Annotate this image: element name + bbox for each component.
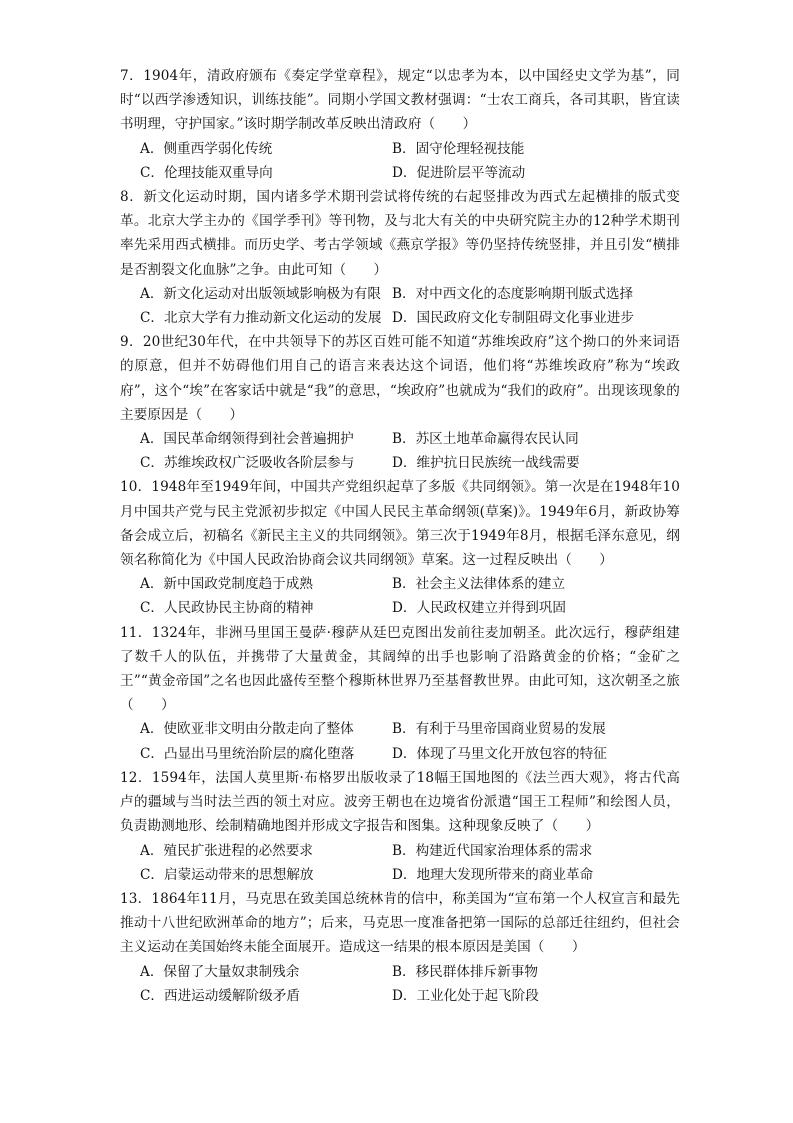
option-grid (120, 137, 680, 185)
question-stem: 10．1948年至1949年间，中国共产党组织起草了多版《共同纲领》。第一次是在1948年10月中国共产党与民主党派初步拟定《中国人民民主革命纲领(草案)》。1949年6月，新政协筹备会成立后，初稿名《新民主主义的共同纲领》。第三次于1949年8月，根据毛泽东意见，纲领名称简化为《中国人民政治协商会议共同纲领》草案。这一过程反映出（ ） (120, 479, 680, 569)
option-d: D．工业化处于起飞阶段 (392, 987, 539, 1004)
option-b: B．社会主义法律体系的建立 (392, 576, 566, 593)
option-grid (120, 572, 680, 620)
question-stem: 12．1594年，法国人莫里斯·布格罗出版收录了18幅王国地图的《法兰西大观》，将古代高卢的疆域与当时法兰西的领土对应。波旁王朝也在边境省份派遣“国王工程师”和绘图人员，负责勘测地形、绘制精确地图并形成文字报告和图集。这种现象反映了（ ） (120, 769, 680, 835)
question-11 (120, 621, 680, 766)
question-10 (120, 475, 680, 620)
question-list (120, 64, 680, 1008)
option-grid (120, 839, 680, 887)
option-a: A．使欧亚非文明由分散走向了整体 (140, 721, 354, 738)
question-stem: 7．1904年，清政府颁布《奏定学堂章程》，规定“以忠孝为本，以中国经史文学为基”，同时“以西学渗透知识，训练技能”。同期小学国文教材强调：“士农工商兵，各司其职，皆宜读书明理，守护国家。”该时期学制改革反映出清政府（ ） (120, 68, 680, 133)
option-grid (120, 282, 680, 330)
question-9 (120, 330, 680, 475)
option-a: A．保留了大量奴隶制残余 (140, 963, 300, 980)
question-8 (120, 185, 680, 330)
option-a: A．国民革命纲领得到社会普遍拥护 (140, 431, 354, 448)
option-b: B．苏区土地革命赢得农民认同 (392, 431, 579, 448)
question-stem: 8．新文化运动时期，国内诸多学术期刊尝试将传统的右起竖排改为西式左起横排的版式变革。北京大学主办的《国学季刊》等刊物，及与北大有关的中央研究院主办的12种学术期刊率先采用西式横排。而历史学、考古学领域《燕京学报》等仍坚持传统竖排，并且引发“横排是否割裂文化血脉”之争。由此可知（ ） (120, 189, 680, 278)
question-12 (120, 766, 680, 887)
option-a: A．新文化运动对出版领域影响极为有限 (140, 285, 381, 302)
question-stem: 11．1324年，非洲马里国王曼萨·穆萨从廷巴克图出发前往麦加朝圣。此次远行，穆萨组建了数千人的队伍，并携带了大量黄金，其阔绰的出手也影响了沿路黄金的价格；“金矿之王”“黄金帝国”之名也因此盛传至整个穆斯林世界乃至基督教世界。由此可知，这次朝圣之旅（ ） (120, 624, 680, 714)
option-d: D．国民政府文化专制阻碍文化事业进步 (392, 310, 634, 327)
option-grid (120, 427, 680, 475)
option-b: B．对中西文化的态度影响期刊版式选择 (392, 285, 634, 302)
question-stem: 9．20世纪30年代，在中共领导下的苏区百姓可能不知道“苏维埃政府”这个拗口的外来词语的原意，但并不妨碍他们用自己的语言来表达这个词语，他们将“苏维埃政府”称为“埃政府”，这个“埃”在客家话中就是“我”的意思，“埃政府”也就成为“我们的政府”。出现该现象的主要原因是（ ） (120, 334, 680, 423)
option-c: C．北京大学有力推动新文化运动的发展 (140, 310, 382, 327)
option-c: C．凸显出马里统治阶层的腐化堕落 (140, 745, 355, 762)
option-c: C．伦理技能双重导向 (140, 164, 273, 181)
option-c: C．苏维埃政权广泛吸收各阶层参与 (140, 455, 355, 472)
option-grid (120, 717, 680, 765)
option-a: A．新中国政党制度趋于成熟 (140, 576, 313, 593)
option-c: C．西进运动缓解阶级矛盾 (140, 987, 300, 1004)
option-b: B．有利于马里帝国商业贸易的发展 (392, 721, 606, 738)
option-d: D．维护抗日民族统一战线需要 (392, 455, 580, 472)
option-d: D．地理大发现所带来的商业革命 (392, 866, 594, 883)
option-a: A．侧重西学弱化传统 (140, 140, 273, 157)
option-b: B．构建近代国家治理体系的需求 (392, 842, 593, 859)
option-a: A．殖民扩张进程的必然要求 (140, 842, 313, 859)
option-c: C．启蒙运动带来的思想解放 (140, 866, 314, 883)
option-c: C．人民政协民主协商的精神 (140, 600, 314, 617)
option-d: D．促进阶层平等流动 (392, 164, 526, 181)
option-b: B．固守伦理轻视技能 (392, 140, 525, 157)
option-d: D．人民政权建立并得到巩固 (392, 600, 567, 617)
question-7 (120, 64, 680, 185)
option-b: B．移民群体排斥新事物 (392, 963, 538, 980)
question-13 (120, 887, 680, 1008)
option-d: D．体现了马里文化开放包容的特征 (392, 745, 607, 762)
option-grid (120, 960, 680, 1008)
question-stem: 13．1864年11月，马克思在致美国总统林肯的信中，称美国为“宣布第一个人权宣言和最先推动十八世纪欧洲革命的地方”；后来，马克思一度准备把第一国际的总部迁往纽约，但社会主义运动在美国始终未能全面展开。造成这一结果的根本原因是美国（ ） (120, 890, 680, 956)
